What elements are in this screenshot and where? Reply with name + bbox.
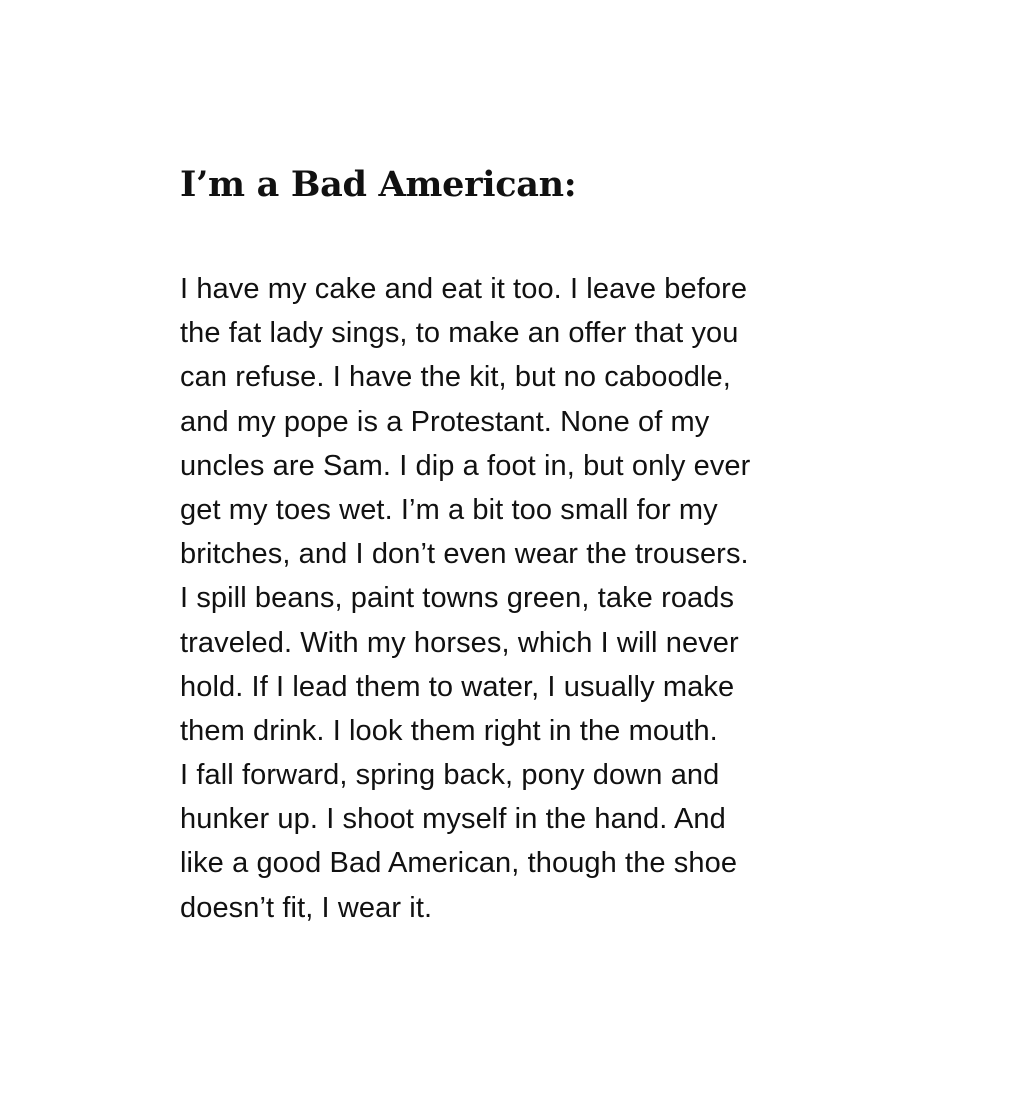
poem-page <box>180 160 830 930</box>
poem-line: and my pope is a Protestant. None of my <box>180 405 710 438</box>
poem-body <box>180 267 830 930</box>
poem-line: hunker up. I shoot myself in the hand. And <box>180 803 726 836</box>
poem-line: doesn’t fit, I wear it. <box>180 891 433 924</box>
poem-line: I fall forward, spring back, pony down and <box>180 759 720 792</box>
poem-line: get my toes wet. I’m a bit too small for my <box>180 493 718 526</box>
poem-line: like a good Bad American, though the shoe <box>180 847 738 880</box>
poem-line: I spill beans, paint towns green, take roads <box>180 582 735 615</box>
poem-line: can refuse. I have the kit, but no caboodle, <box>180 361 731 394</box>
poem-line: uncles are Sam. I dip a foot in, but only ever <box>180 449 751 482</box>
poem-line: britches, and I don’t even wear the trousers. <box>180 538 749 571</box>
poem-line: traveled. With my horses, which I will never <box>180 626 739 659</box>
poem-title: I’m a Bad American: <box>180 164 577 205</box>
poem-line: the fat lady sings, to make an offer that you <box>180 317 739 350</box>
poem-line: I have my cake and eat it too. I leave before <box>180 273 748 305</box>
poem-line: hold. If I lead them to water, I usually make <box>180 670 735 703</box>
poem-line: them drink. I look them right in the mouth. <box>180 714 718 747</box>
